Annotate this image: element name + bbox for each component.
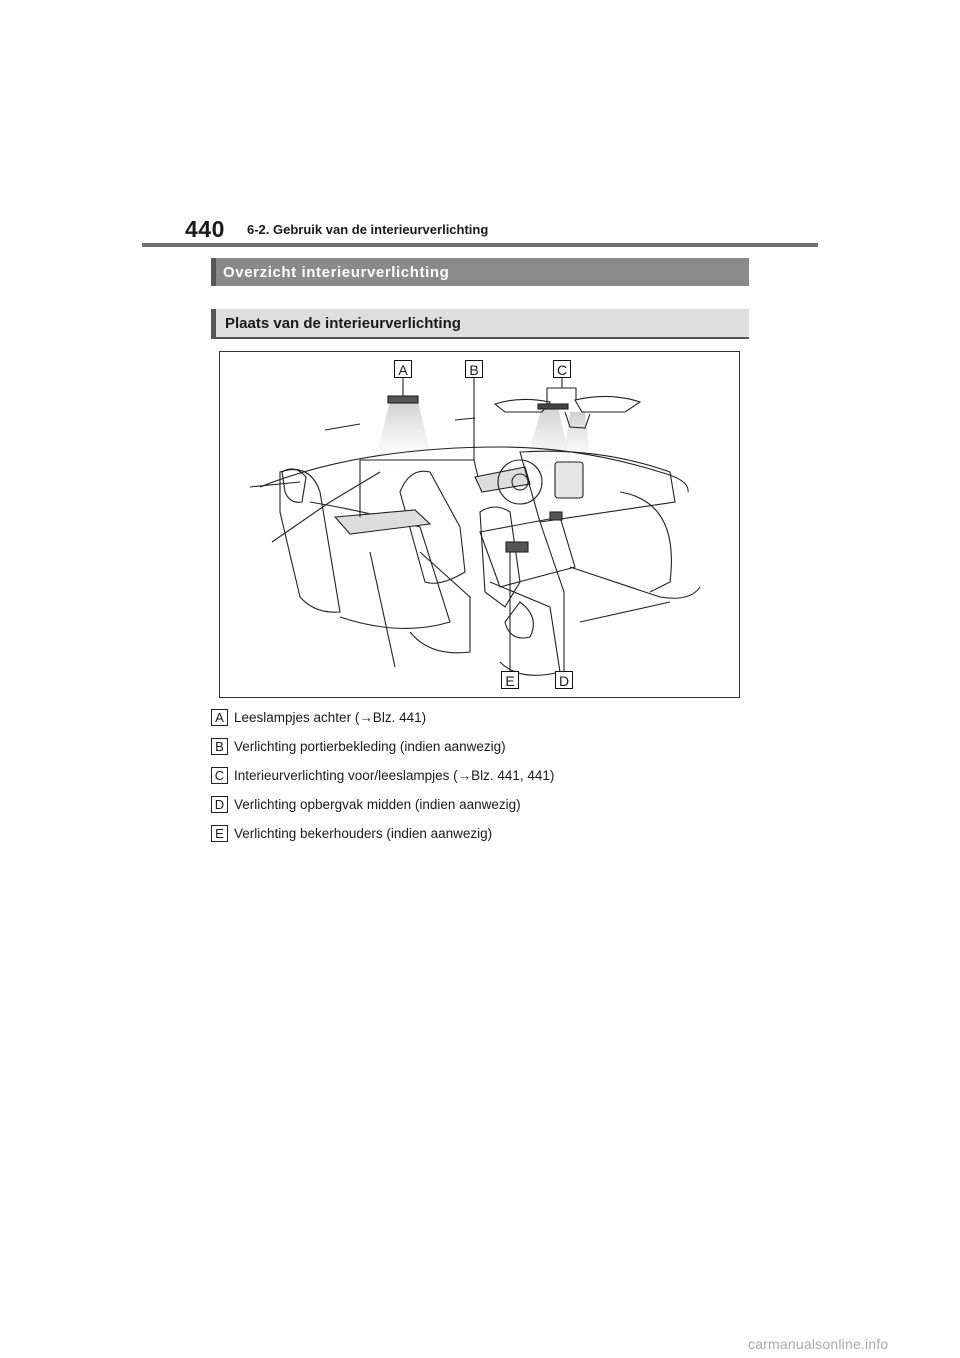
callout-A: A xyxy=(394,360,412,378)
legend-item-a xyxy=(211,708,751,726)
subsection-title: Plaats van de interieurverlichting xyxy=(225,314,461,332)
legend-text: Interieurverlichting voor/leeslampjes (→Blz. 441, 441) xyxy=(234,767,555,783)
legend-badge: D xyxy=(211,796,228,813)
legend-text: Verlichting opbergvak midden (indien aanwezig) xyxy=(234,796,521,812)
interior-lighting-illustration xyxy=(219,351,740,698)
callout-E: E xyxy=(501,671,519,689)
callout-B: B xyxy=(465,360,483,378)
legend-badge: A xyxy=(211,709,228,726)
legend-item-c xyxy=(211,766,751,784)
subsection-title-band xyxy=(211,309,749,339)
section-title: Overzicht interieurverlichting xyxy=(223,263,450,281)
legend-badge: E xyxy=(211,825,228,842)
legend-item-d xyxy=(211,795,751,813)
legend-item-e xyxy=(211,824,751,842)
watermark: carmanualsonline.info xyxy=(748,1336,889,1352)
car-interior-drawing xyxy=(220,352,741,699)
header-divider xyxy=(142,243,818,247)
legend-item-b xyxy=(211,737,751,755)
legend-text: Verlichting bekerhouders (indien aanwezig) xyxy=(234,825,493,841)
callout-C: C xyxy=(553,360,571,378)
section-title-band xyxy=(211,258,749,286)
legend-list xyxy=(211,708,751,853)
legend-badge: B xyxy=(211,738,228,755)
legend-badge: C xyxy=(211,767,228,784)
section-header: 6-2. Gebruik van de interieurverlichting xyxy=(247,222,489,237)
page-number: 440 xyxy=(185,216,225,242)
legend-text: Leeslampjes achter (→Blz. 441) xyxy=(234,709,427,725)
callout-D: D xyxy=(555,671,573,689)
legend-text: Verlichting portierbekleding (indien aanwezig) xyxy=(234,738,506,754)
